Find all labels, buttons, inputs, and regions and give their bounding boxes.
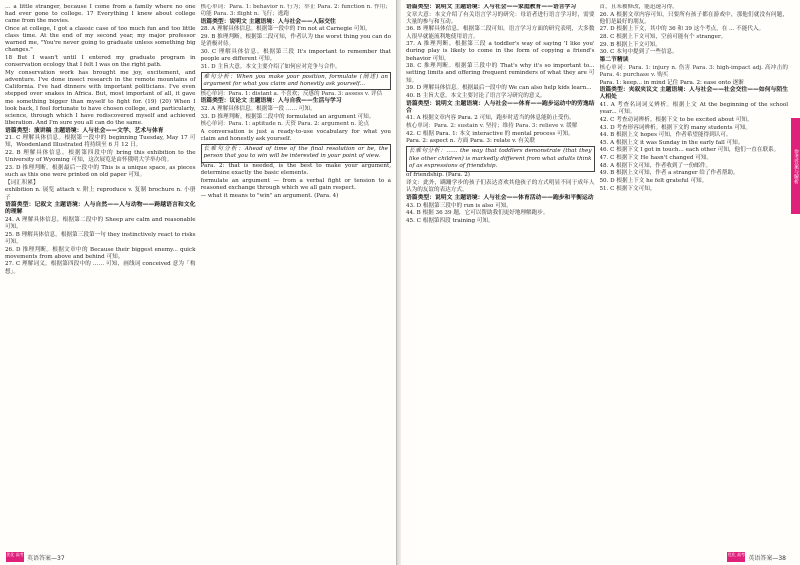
answer-paragraph: 难句分析：When you make your position, formulate (阐述) an argument for what you claim and honestly ask yourself... (201, 72, 392, 90)
answer-paragraph: 46. C 根据下文 I got in touch... each other 可知，他们一直在联系。 (599, 147, 780, 154)
answer-paragraph: 26. D 推理判断。根据文章中的 Because their biggest enemy... quick movements from above and behind 可知。 (5, 246, 196, 260)
answer-paragraph: 27. D 根据上下文，其中的 36 和 39 这个考点，在 ... 不能代入。 (599, 26, 765, 33)
left-column-2 (201, 4, 392, 545)
answer-paragraph: 核心单词：Para. 1: behavior n. 行为；举止 Para. 2: function n. 作用；功能 Para. 3: flight n. 飞行；逃跑 (200, 4, 391, 18)
answer-paragraph: 22. B 理解具体信息。根据第四段中的 bring this exhibition to the University of Wyoming 可知，这次展览是由怀俄明大学举办的。 (5, 150, 196, 164)
right-page-number: 英语答案—38 (748, 554, 786, 562)
answer-paragraph: 28. C 根据上下文可知，空前可能有个 stranger。 (599, 34, 727, 41)
answer-paragraph: 语篇类型：说明文 主题语境：人与社会——家庭教育——语言学习 (406, 4, 577, 10)
answer-paragraph: 30. C 本句中提到了一些信息。 (599, 49, 678, 56)
answer-paragraph: 41. A 根据文章内容 Para. 2 可知，跑步时适当的休息能防止受伤。 (406, 115, 575, 122)
answer-paragraph: 37. A 推理判断。根据第三段 a toddler's way of saying 'I like you' during play is likely to come in the form of copying a friend's behavior 可知。 (406, 41, 595, 62)
answer-paragraph: 24. A 理解具体信息。根据第二段中的 Sheep are calm and reasonable 可知。 (5, 217, 196, 231)
answer-paragraph: 译文：此外，蹒跚学步的孩子们表达喜欢其他孩子的方式明显不同于成年人认为的友谊的表达方式。 (406, 180, 595, 194)
answer-paragraph: 43. D 考查形容词辨析。根据下文的 many students 可知。 (599, 124, 752, 131)
answer-paragraph: formulate an argument — from a verbal fight or tension to a reasoned exchange through which we all gain respect. (200, 177, 391, 192)
answer-paragraph: 33. D 推理判断。根据第二段中的 formulated an argument 可知。 (200, 113, 375, 120)
answer-paragraph: 29. B 根据上下文可知。 (599, 41, 661, 48)
publisher-logo: 优化 高考 (6, 552, 24, 562)
answer-paragraph: Para. 1: keep... in mind 记住 Para. 2: ease onto 逐渐 (599, 79, 744, 86)
answer-paragraph: 语篇类型：说明文 主题语境：人与社会——人际交往 (200, 18, 336, 25)
right-column-1 (406, 4, 595, 545)
answer-paragraph: 50. D 根据上下文 he felt grateful 可知。 (599, 178, 708, 185)
answer-paragraph: … a little stranger, because I come from a family where no one had ever gone to college. 17 Everything I knew about college came from the movies. (5, 4, 196, 25)
answer-paragraph: 43. D 根据第三段中的 run is also 可知。 (406, 202, 512, 209)
left-column-1 (5, 4, 196, 545)
left-footer (6, 552, 65, 562)
answer-paragraph: 47. C 根据下文 He hasn't changed 可知。 (599, 155, 713, 162)
answer-paragraph: 【词汇积累】 (5, 179, 39, 186)
answer-paragraph: 语篇类型：演讲稿 主题语境：人与社会——文学、艺术与体育 (5, 127, 164, 134)
answer-paragraph: 36. B 理解具体信息。根据第二段可知，语言学习方面的研究表明，大多数人很早就能流利地使用语言。 (406, 26, 595, 40)
answer-paragraph: 核心单词：Para. 1: injury n. 伤害 Para. 3: high-impact adj. 高冲击的 Para. 4: purchase v. 购买 (599, 64, 788, 78)
answer-paragraph: 21. C 理解具体信息。根据第一段中的 beginning Tuesday, May 17 可知，Woodenland Illustrated 将持续至 6 月 12 日。 (5, 135, 196, 149)
answer-paragraph: 41. A 考查名词词义辨析。根据上文 At the beginning of the school year... 可知。 (599, 102, 788, 116)
answer-paragraph: — what it means to "win" an argument. (Para. 4) (200, 192, 339, 199)
answer-paragraph: 45. C 根据第四段 training 可知。 (406, 217, 494, 224)
answer-paragraph: 长难句分析：Ahead of time of the final resolution or be, the person that you to win will be interested in your point of view. (201, 144, 392, 162)
answer-paragraph: 18 But I wasn't until I entered my graduate program in conservation ecology that I felt I was on the right path. (5, 55, 196, 69)
answer-paragraph: 核心单词：Para. 1: distant a. 不喜欢；反感的 Para. 3: assess v. 评估 (200, 90, 383, 97)
answer-paragraph: 语篇类型：说明文 主题语境：人与社会——体育活动——跑步和平衡运动 (406, 194, 594, 201)
answer-paragraph: 语篇类型：说明文 主题语境：人与社会——体育——跑步运动中的劳逸结合 (406, 100, 595, 114)
answer-paragraph: 25. B 理解具体信息。根据第三段第一句 they instinctively react to risks 可知。 (5, 231, 196, 245)
answer-paragraph: 42. C 根据 Para. 1: 本文 interactive 的 mental process 可知。 (406, 130, 574, 137)
answer-paragraph: 42. C 考查动词辨析。根据下文 to be excited about 可知。 (599, 116, 753, 123)
right-page (401, 0, 800, 565)
answer-paragraph: 核心单词：Para. 2: sustain v. 坚持；维持 Para. 3: relieve v. 缓解 (406, 123, 578, 129)
answer-paragraph: 45. A 根据上文 it was Sunday in the early fall 可知。 (599, 139, 744, 146)
answer-paragraph: 首，且未被修改，能迅速习得。 (599, 4, 678, 10)
side-tab: 参考答案与解析 (791, 118, 800, 214)
answer-paragraph: 23. D 推理判断。根据最后一段中的 This is a unique space, as pieces such as this one were printed on old paper 可知。 (5, 164, 196, 179)
answer-paragraph: 27. C 理解词义。根据第四段中的 …… 可知，画线词 conceived 意为「构想」。 (5, 261, 196, 275)
answer-paragraph: A conversation is just a ready-to-use vocabulary for what you claim and honestly ask yourself. (200, 129, 391, 143)
answer-paragraph: 长难句分析：…… the way that toddlers demonstrate (that they like other children) is markedly different from what adults think of as expressions of friendship. (406, 146, 595, 171)
answer-paragraph: 32. A 理解具体信息。根据第一段 …… 可知。 (200, 106, 316, 113)
answer-paragraph: 31. D 主旨大意。本文主要介绍了如何应对竞争与合作。 (200, 63, 341, 70)
answer-paragraph: 29. B 推理判断。根据第二段可知，作者认为 the worst thing you can do 是消极对待。 (200, 34, 391, 48)
answer-paragraph: 核心单词：Para. 1: aptitude n. 天资 Para. 2: argument n. 论点 (200, 121, 370, 128)
answer-paragraph: 48. A 根据下文可知，作者收到了一份邮件。 (599, 162, 712, 169)
answer-paragraph: 文章大意：本文介绍了有关语言学习的研究：母语者进行语言学习时，需要大量的参与和互动。 (406, 11, 595, 25)
answer-paragraph: 语篇类型：夹叙夹议文 主题语境：人与社会——社会交往——如何与陌生人相处 (599, 87, 788, 101)
answer-paragraph: 51. C 根据下文可知。 (599, 185, 656, 192)
right-footer (727, 552, 786, 562)
answer-paragraph: 49. B 根据上文可知，作者 a stranger 给了作者帮助。 (599, 170, 739, 177)
answer-paragraph: Once at college, I got a classic case of too much fun and too little class time. At the end of my second year, my major professor warned me, "You're never going to graduate unless something big changes." (5, 25, 196, 54)
answer-paragraph: My conservation work has brought me joy, excitement, and adventure. I've done insect research in the remote mountains of California. I've had dinners with important politicians. I've even stepped over snakes in Africa. But, most important of all, it gave me something bigger than myself to fight for. (19) (20) When I look back, I feel fortunate to have chosen college, and particularly, science, through which I have rediscovered myself and achieved liberation. And I'm sure you all can do the same. (5, 69, 196, 126)
answer-paragraph: 44. B 根据 36 39 题，它可以帮助我们更好地理解跑步。 (406, 210, 549, 217)
left-page (0, 0, 397, 565)
answer-paragraph: exhibition n. 展览 attach v. 附上 reproduce v. 复制 brochure n. 小册子 (5, 187, 196, 201)
answer-paragraph: 44. B 根据上文 hopes 可知，作者希望能得到认可。 (599, 132, 732, 139)
right-column-2 (600, 4, 789, 545)
answer-paragraph: Para. 2: that is needed, is the best to make your argument, determine exactly the basic elements. (200, 163, 391, 177)
answer-paragraph: 语篇类型：议论文 主题语境：人与自我——生活与学习 (200, 98, 342, 105)
answer-paragraph: 40. B 主旨大意。本文主要讨论了语言学习研究的意义。 (406, 92, 546, 99)
answer-paragraph: Para. 2: aspect n. 方面 Para. 3: relate v. 有关联 (406, 138, 535, 145)
answer-paragraph: 第二节精读 (599, 57, 629, 64)
answer-paragraph: 30. C 理解具体信息。根据第三段 It's important to remember that people are different 可知。 (200, 48, 391, 63)
answer-paragraph: 39. D 理解具体信息。根据最后一段中的 We can also help kids learn... (406, 85, 592, 92)
publisher-logo: 优化 高考 (727, 552, 745, 562)
answer-paragraph: 38. C 推理判断。根据第三段中的 That's why it's so important to... setting limits and offering frequent reminders of what they are 可知。 (406, 63, 595, 84)
answer-paragraph: 26. A 根据文章内容可知，只要所有孩子都在游戏中，那他们就没有问题，他们是最好的朋友。 (599, 11, 788, 25)
answer-paragraph: of friendship. (Para. 2) (406, 172, 470, 179)
left-page-number: 英语答案—37 (27, 554, 65, 562)
answer-paragraph: 28. A 理解具体信息。根据第一段中的 I'm not at Carnegie 可知。 (200, 26, 371, 33)
answer-paragraph: 语篇类型：记叙文 主题语境：人与自然——人与动物——跨越语言和文化的理解 (5, 202, 196, 216)
